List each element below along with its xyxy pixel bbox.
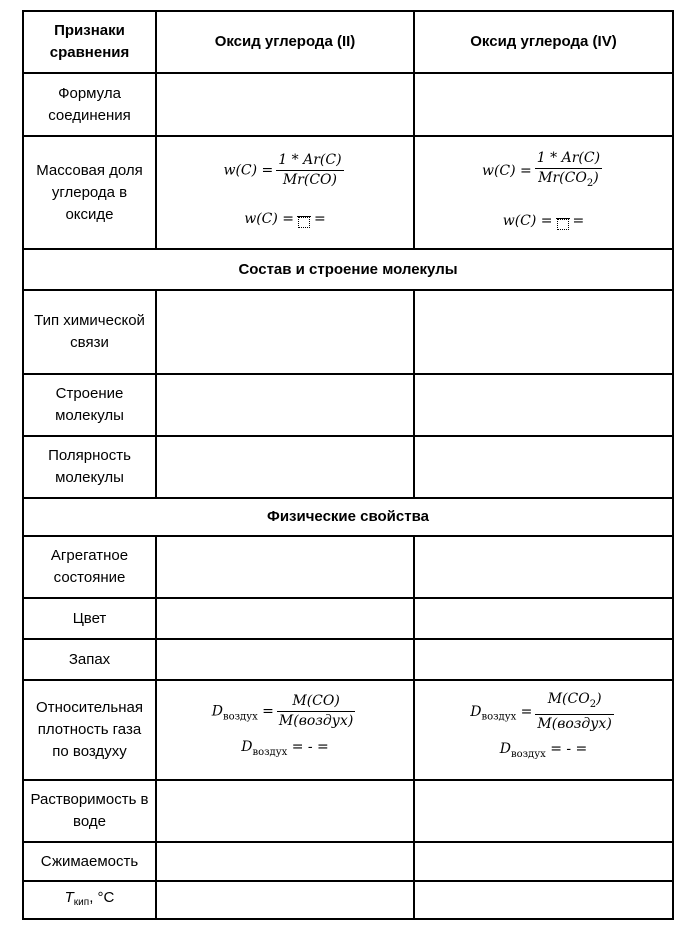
formula-d-co-blank — [161, 732, 409, 768]
d-sub-4: воздух — [510, 748, 546, 760]
header-criteria: Признаки сравнения — [23, 11, 156, 73]
d-sub: воздух — [222, 711, 258, 723]
formula-w-co2-blank — [419, 206, 668, 236]
blank-fraction-icon-2[interactable] — [556, 212, 570, 231]
row-formula — [23, 73, 673, 136]
w-fraction-co2 — [535, 149, 602, 193]
cell-solubility-co2[interactable] — [414, 780, 673, 842]
d-lhs-4: D — [499, 741, 511, 757]
cell-bond-type-co[interactable] — [156, 290, 414, 374]
row-section-physical — [23, 498, 673, 536]
d-tail: = - = — [291, 739, 329, 756]
cell-bond-type-co2[interactable] — [414, 290, 673, 374]
cell-mass-fraction-co[interactable] — [156, 136, 414, 249]
cell-density-co[interactable] — [156, 680, 414, 780]
formula-d-co2: $D_{воздух}$ = $\frac{M(CO_2)}{\text{M(воздух)}}$ — [470, 691, 612, 732]
label-smell: Запах — [23, 639, 156, 680]
row-smell — [23, 639, 673, 680]
label-bond-type: Тип химической связи — [23, 290, 156, 374]
cell-mass-fraction-co2[interactable] — [414, 136, 673, 249]
blank-fraction-icon[interactable] — [297, 210, 311, 229]
row-boiling — [23, 881, 673, 919]
row-solubility — [23, 780, 673, 842]
cell-aggregate-co2[interactable] — [414, 536, 673, 598]
row-color — [23, 598, 673, 639]
cell-polarity-co[interactable] — [156, 436, 414, 498]
label-solubility: Растворимость в воде — [23, 780, 156, 842]
label-polarity: Полярность молекулы — [23, 436, 156, 498]
formula-w-co — [161, 151, 409, 190]
header-row — [23, 11, 673, 73]
row-structure — [23, 374, 673, 436]
header-co2: Оксид углерода (IV) — [414, 11, 673, 73]
d-denominator: M(воздух) — [278, 712, 354, 729]
d-lhs-2: D — [241, 739, 253, 756]
d-denominator-2: M(воздух) — [537, 716, 612, 732]
cell-structure-co[interactable] — [156, 374, 414, 436]
label-boiling — [23, 881, 156, 919]
d-numerator-co: M(CO) — [277, 692, 355, 712]
d-fraction-co2 — [535, 690, 613, 734]
label-mass-fraction: Массовая доля углерода в оксиде — [23, 136, 156, 249]
eq-sign-2: = — [572, 213, 585, 230]
label-aggregate: Агрегатное состояние — [23, 536, 156, 598]
label-compressibility: Сжимаемость — [23, 842, 156, 881]
formula-d-co: $D_{воздух}$ = $\frac{M(CO)}{\text{M(воздух)}}$ — [211, 692, 354, 729]
row-density — [23, 680, 673, 780]
cell-boiling-co[interactable] — [156, 881, 414, 919]
cell-solubility-co[interactable] — [156, 780, 414, 842]
eq-sign: = — [314, 211, 326, 227]
cell-smell-co[interactable] — [156, 639, 414, 680]
formula-w-co-blank — [161, 204, 409, 234]
section-physical: Физические свойства — [23, 498, 673, 536]
label-structure: Строение молекулы — [23, 374, 156, 436]
row-bond-type — [23, 290, 673, 374]
cell-formula-co[interactable] — [156, 73, 414, 136]
d-tail-2: = - = — [550, 741, 588, 757]
label-color: Цвет — [23, 598, 156, 639]
boiling-t: T — [64, 888, 74, 906]
comparison-table — [22, 10, 674, 920]
d-sub-3: воздух — [481, 711, 517, 723]
w-lhs: w(C) = — [223, 162, 274, 179]
formula-d-co2-blank — [419, 734, 668, 770]
w-lhs-4: w(C) = — [502, 213, 553, 230]
cell-boiling-co2[interactable] — [414, 881, 673, 919]
row-polarity — [23, 436, 673, 498]
cell-color-co2[interactable] — [414, 598, 673, 639]
w-numerator-2: 1 * Ar(C) — [535, 149, 602, 169]
cell-smell-co2[interactable] — [414, 639, 673, 680]
cell-formula-co2[interactable] — [414, 73, 673, 136]
cell-polarity-co2[interactable] — [414, 436, 673, 498]
w-denominator-co2: $Mr(CO_2)$ — [538, 169, 599, 189]
row-section-structure — [23, 249, 673, 290]
d-fraction-co — [277, 692, 355, 731]
d-sub-2: воздух — [252, 747, 288, 759]
label-density: Относительная плотность газа по воздуху — [23, 680, 156, 780]
boiling-unit: , °C — [89, 888, 115, 906]
formula-w-co2 — [419, 149, 668, 193]
w-lhs-2: w(C) = — [244, 211, 295, 227]
row-compressibility — [23, 842, 673, 881]
cell-compressibility-co2[interactable] — [414, 842, 673, 881]
label-formula: Формула соединения — [23, 73, 156, 136]
d-numerator-co2: $M(CO_2)$ — [535, 690, 613, 715]
d-lhs: D — [211, 703, 223, 720]
row-mass-fraction — [23, 136, 673, 249]
cell-aggregate-co[interactable] — [156, 536, 414, 598]
section-structure: Состав и строение молекулы — [23, 249, 673, 290]
w-lhs-3: w(C) = — [481, 162, 532, 179]
w-denominator-co: Mr(CO) — [282, 172, 337, 188]
w-numerator: 1 * Ar(C) — [276, 151, 343, 171]
boiling-sub: кип — [73, 896, 90, 908]
d-lhs-3: D — [470, 704, 482, 721]
w-fraction-co — [276, 151, 343, 190]
row-aggregate — [23, 536, 673, 598]
cell-compressibility-co[interactable] — [156, 842, 414, 881]
header-co: Оксид углерода (II) — [156, 11, 414, 73]
cell-structure-co2[interactable] — [414, 374, 673, 436]
cell-color-co[interactable] — [156, 598, 414, 639]
cell-density-co2[interactable] — [414, 680, 673, 780]
